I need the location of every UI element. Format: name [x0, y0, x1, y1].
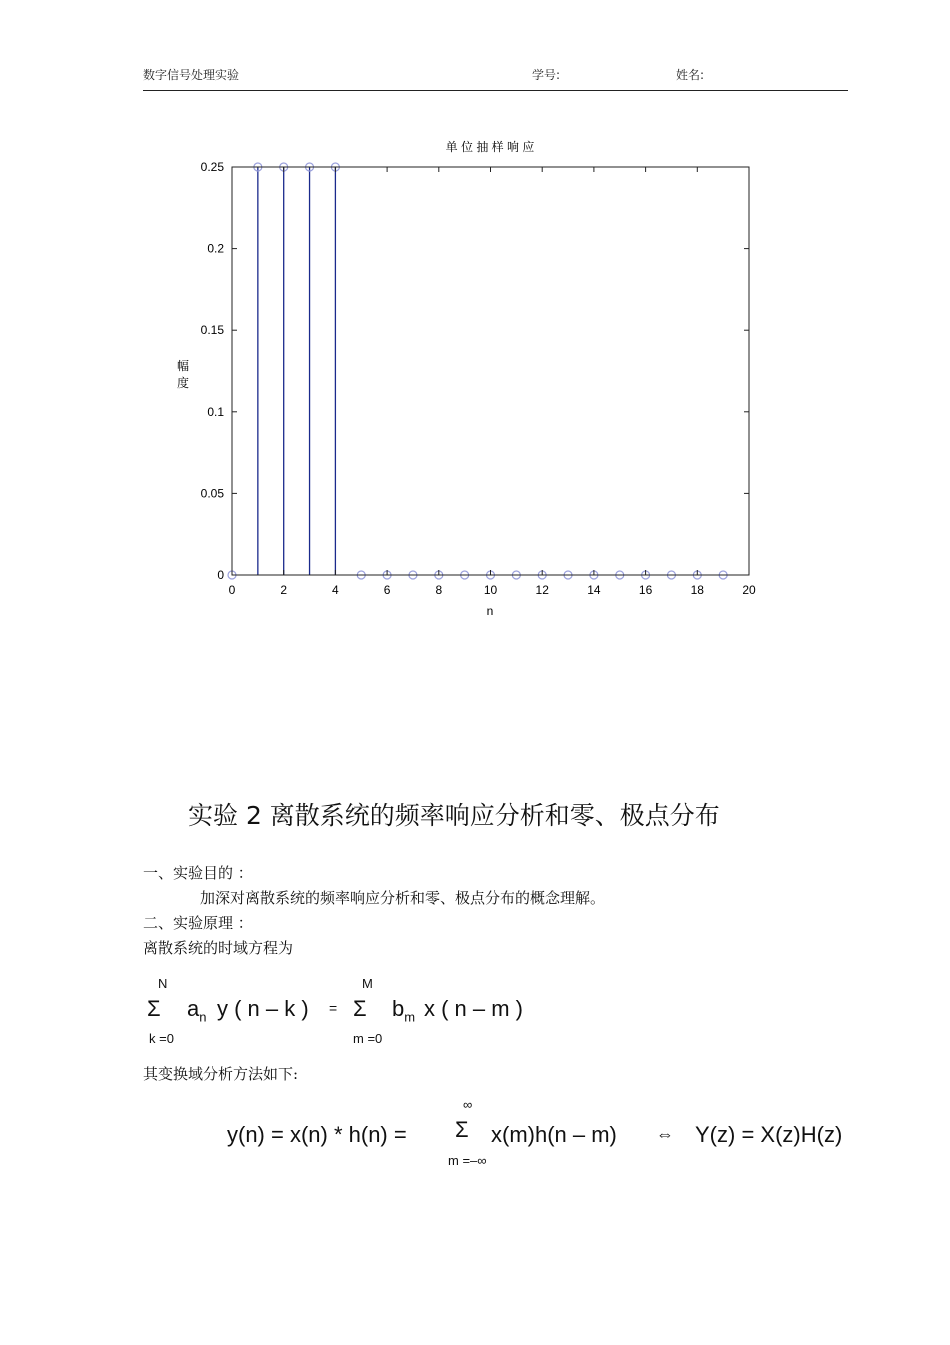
- y-tick-label: 0.05: [200, 486, 224, 501]
- conv-left: y(n) = x(n) * h(n) =: [227, 1122, 407, 1147]
- sum1-sigma: Σ: [147, 996, 161, 1021]
- equivalence-arrow: ⇔: [656, 1124, 674, 1144]
- header-name-label: 姓名:: [676, 68, 705, 82]
- x-tick-label: 18: [690, 583, 704, 597]
- conv-sigma: Σ: [455, 1117, 469, 1142]
- x-tick-label: 10: [483, 583, 498, 597]
- chart-title: 单 位 抽 样 响 应: [445, 140, 535, 154]
- y-tick-label: 0.15: [200, 323, 224, 338]
- y-axis-label: 幅度: [177, 359, 190, 390]
- x-tick-label: 6: [383, 583, 391, 597]
- conv-lower-limit: m =–∞: [448, 1153, 487, 1168]
- sum1-upper-limit: N: [158, 976, 168, 991]
- sum1-lower-limit: k =0: [149, 1031, 174, 1046]
- conv-upper-limit: ∞: [463, 1097, 473, 1112]
- transform-result: Y(z) = X(z)H(z): [695, 1122, 843, 1147]
- sum2-lower-limit: m =0: [353, 1031, 383, 1046]
- header-student-id-label: 学号:: [532, 68, 561, 82]
- y-tick-label: 0.2: [207, 241, 224, 256]
- stem-series: [228, 163, 727, 579]
- conv-right: x(m)h(n – m): [491, 1122, 617, 1147]
- coef-a-n: $a_n$: [187, 996, 207, 1025]
- principle-heading: 二、实验原理 ：: [143, 914, 253, 932]
- x-tick-label: 16: [638, 583, 653, 597]
- sum2-upper-limit: M: [362, 976, 373, 991]
- rhs-term: x ( n – m ): [424, 996, 524, 1021]
- x-tick-label: 8: [435, 583, 443, 597]
- purpose-text: 加深对离散系统的频率响应分析和零、极点分布的概念理解。: [200, 889, 606, 907]
- y-tick-label: 0.1: [207, 404, 224, 419]
- purpose-heading: 一、实验目的 ：: [143, 864, 253, 882]
- x-tick-label: 14: [587, 583, 601, 597]
- sum2-sigma: Σ: [353, 996, 367, 1021]
- y-tick-label: 0: [217, 568, 224, 582]
- lhs-term: y ( n – k ): [217, 996, 309, 1021]
- y-tick-label: 0.25: [200, 160, 224, 174]
- header-rule: [143, 90, 848, 91]
- x-tick-label: 2: [280, 583, 288, 597]
- x-tick-label: 0: [228, 583, 236, 597]
- coef-b-m: $b_m$: [392, 996, 416, 1025]
- principle-text: 离散系统的时域方程为: [143, 939, 294, 957]
- x-tick-label: 12: [535, 583, 549, 597]
- x-axis-label: n: [486, 604, 494, 618]
- equals-sign: =: [329, 1000, 338, 1016]
- x-tick-label: 4: [332, 583, 339, 597]
- x-tick-label: 20: [742, 583, 756, 597]
- section-title: 实验 2 离散系统的频率响应分析和零、极点分布: [188, 801, 720, 830]
- impulse-response-chart: [160, 130, 780, 630]
- transform-text: 其变换域分析方法如下:: [143, 1065, 299, 1083]
- header-course: 数字信号处理实验: [143, 68, 240, 82]
